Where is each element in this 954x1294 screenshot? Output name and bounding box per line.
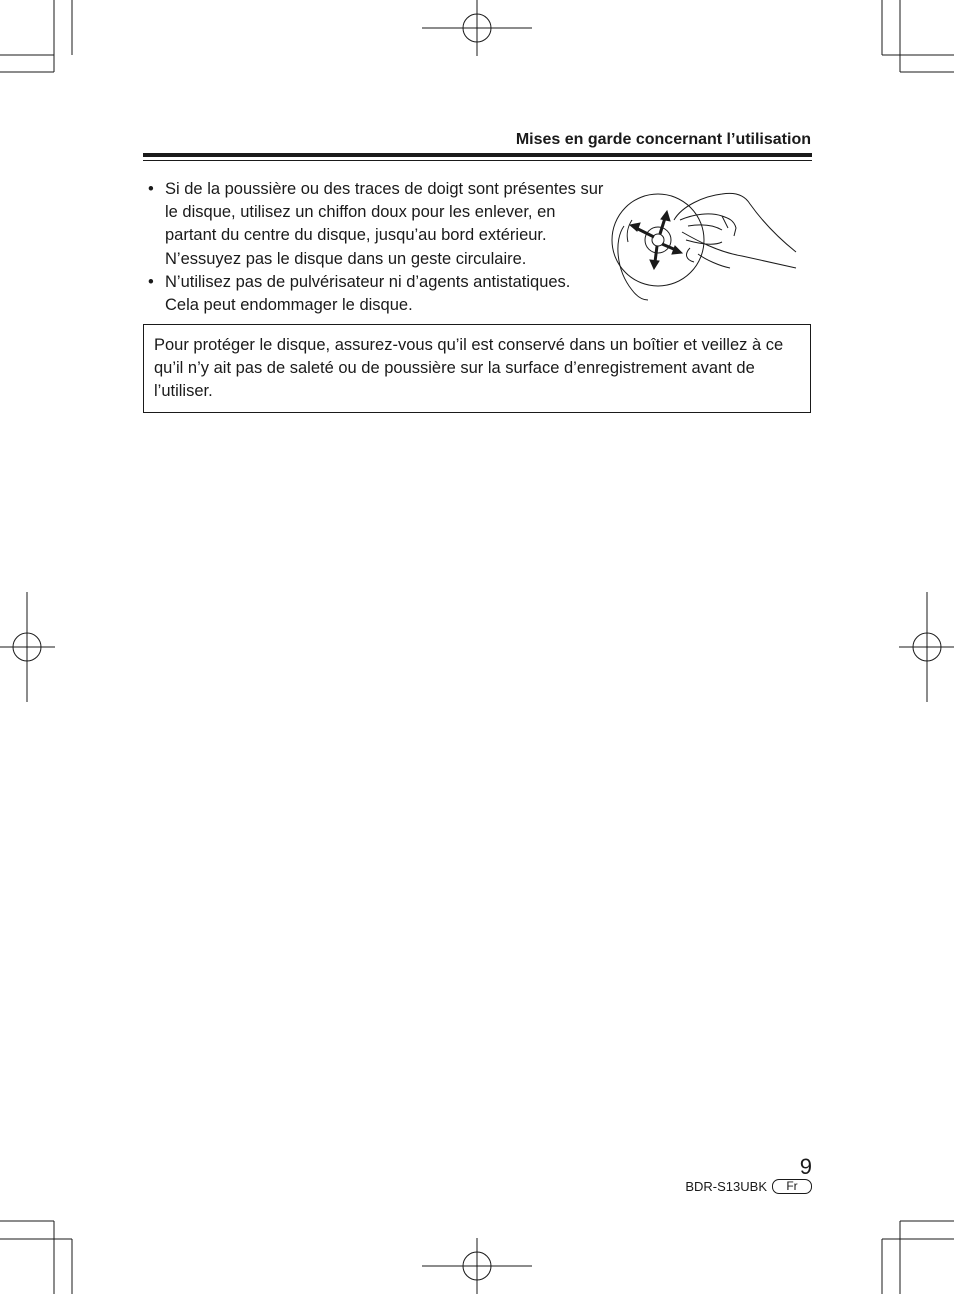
bullet-text: Si de la poussière ou des traces de doigt sont présentes sur le disque, utilisez un chiffon doux pour les enlever, en partant du centre du disque, jusqu’au bord extérieur. N’essuyez pas le disque dans un geste circulaire. — [165, 180, 604, 268]
language-badge: Fr — [772, 1179, 812, 1194]
bullet-list — [148, 178, 608, 317]
disc-cleaning-hand-icon — [610, 190, 802, 305]
bullet-marker: • — [148, 272, 154, 291]
note-box — [143, 324, 811, 413]
header-rule-thick — [143, 153, 812, 157]
bullet-text: N’utilisez pas de pulvérisateur ni d’agents antistatiques. Cela peut endommager le disque. — [165, 272, 571, 315]
model-name: BDR-S13UBK — [685, 1179, 767, 1194]
footer-model — [685, 1179, 812, 1194]
bullet-item-no-spray — [148, 271, 608, 317]
header-rule-thin — [143, 160, 812, 161]
note-text: Pour protéger le disque, assurez-vous qu’il est conservé dans un boîtier et veillez à ce qu’il n’y ait pas de saleté ou de poussière sur la surface d’enregistrement avant de l’utiliser. — [154, 336, 784, 400]
section-title: Mises en garde concernant l’utilisation — [515, 131, 811, 148]
page-number: 9 — [799, 1154, 812, 1179]
bullet-item-clean — [148, 178, 608, 271]
bullet-marker: • — [148, 180, 154, 198]
